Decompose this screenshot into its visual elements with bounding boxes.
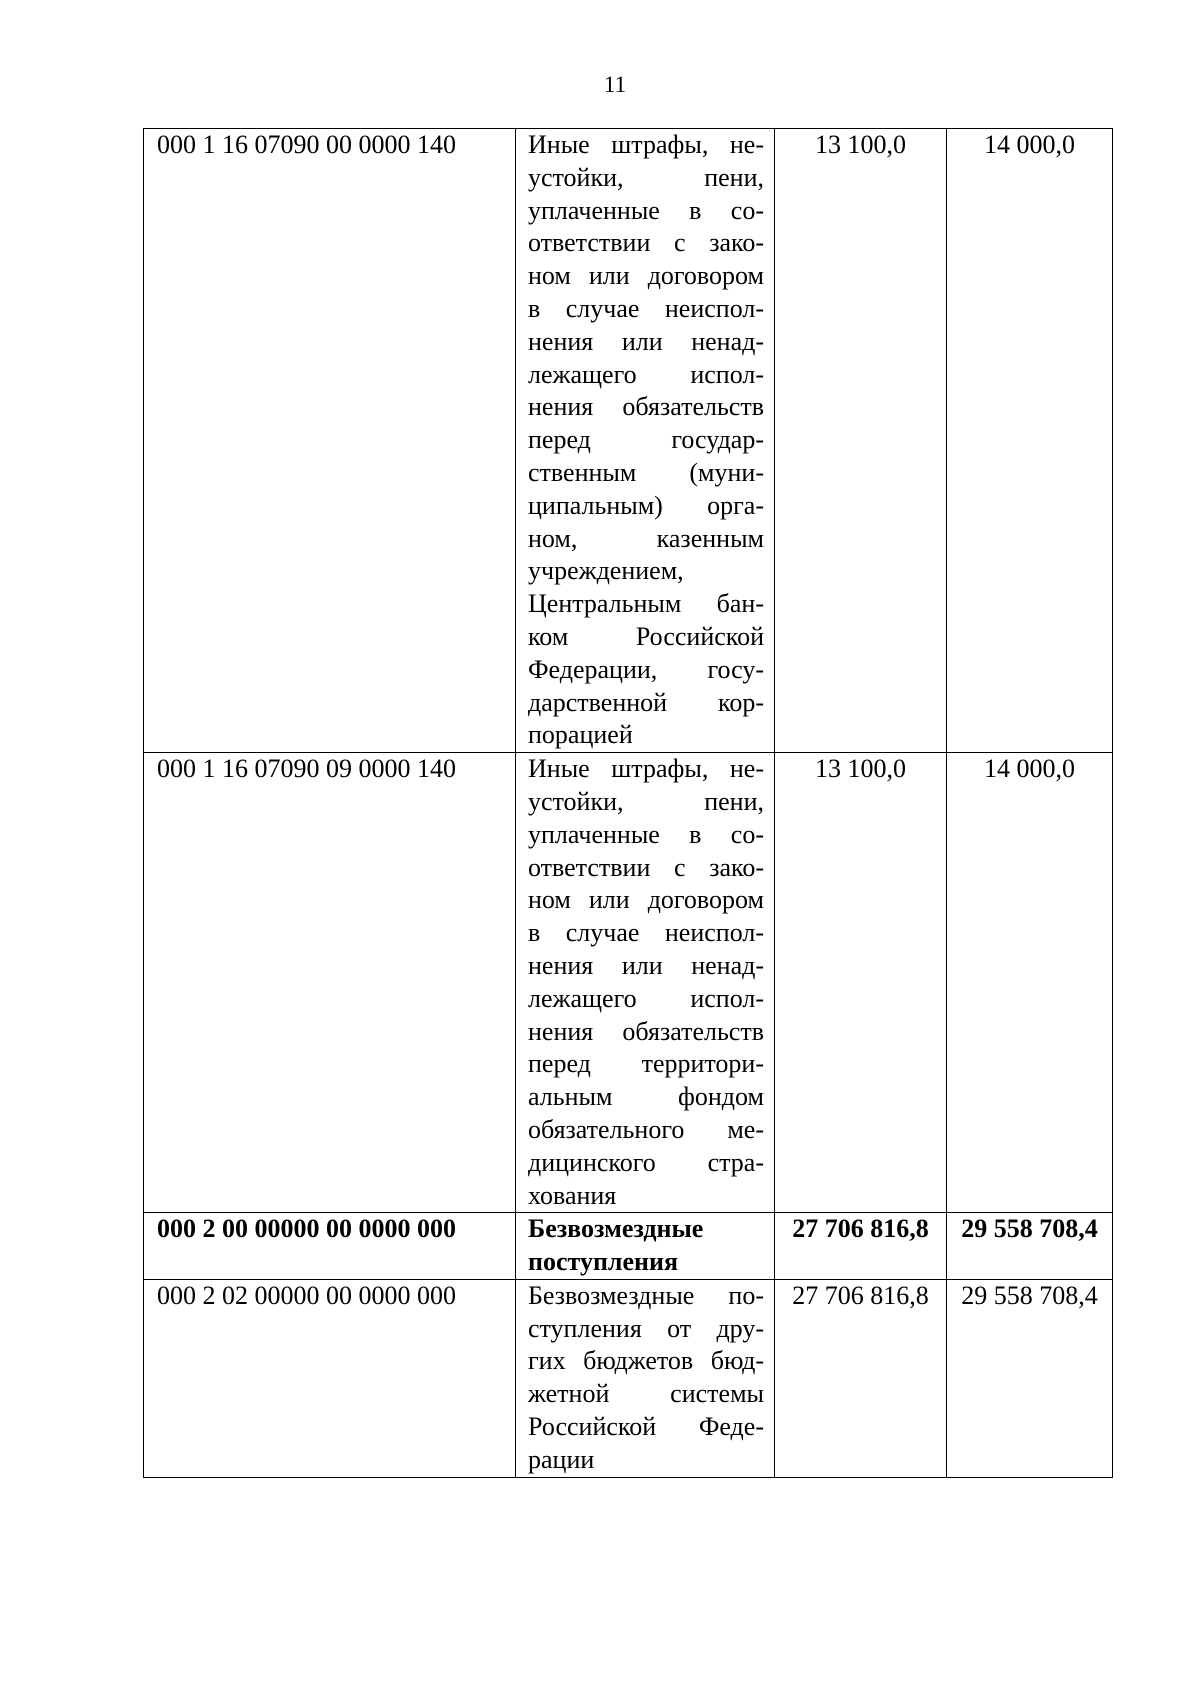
description-line: ном или договором	[528, 261, 764, 291]
description-cell	[516, 1213, 775, 1280]
value-1-cell: 27 706 816,8	[775, 1213, 947, 1280]
description-line: рации	[528, 1444, 595, 1474]
description-line: дарственной кор-	[528, 687, 764, 717]
description-cell	[516, 129, 775, 753]
description-line: Российской Феде-	[528, 1412, 764, 1442]
description-line: жетной системы	[528, 1379, 764, 1409]
description-line: ответствии с зако-	[528, 228, 764, 258]
description-line: нения обязательств	[528, 1016, 764, 1046]
description-line: в случае неиспол-	[528, 293, 764, 323]
value-1-cell: 27 706 816,8	[775, 1279, 947, 1477]
description-line: хования	[528, 1180, 617, 1210]
description-line: дицинского стра-	[528, 1147, 764, 1177]
value-1-cell: 13 100,0	[775, 753, 947, 1213]
description-line: ном, казенным	[528, 523, 764, 553]
description-line: уплаченные в со-	[528, 819, 764, 849]
value-2-cell: 29 558 708,4	[947, 1279, 1113, 1477]
budget-code-cell: 000 1 16 07090 09 0000 140	[144, 753, 516, 1213]
budget-revenue-table	[143, 128, 1113, 1478]
description-line: перед государ-	[528, 425, 764, 455]
description-line: ципальным) орга-	[528, 490, 764, 520]
budget-code-cell: 000 1 16 07090 00 0000 140	[144, 129, 516, 753]
description-line: Иные штрафы, не-	[528, 130, 764, 159]
budget-code-cell: 000 2 02 00000 00 0000 000	[144, 1279, 516, 1477]
description-line: лежащего испол-	[528, 983, 764, 1013]
description-line: лежащего испол-	[528, 359, 764, 389]
description-line: Федерации, госу-	[528, 654, 764, 684]
description-line: Безвозмездные по-	[528, 1280, 764, 1310]
description-line: гих бюджетов бюд-	[528, 1346, 764, 1376]
page-number: 11	[603, 72, 627, 97]
description-line: нения или ненад-	[528, 326, 764, 356]
description-line: нения или ненад-	[528, 950, 764, 980]
description-line: Безвозмездные	[528, 1214, 704, 1244]
description-cell	[516, 753, 775, 1213]
description-cell	[516, 1279, 775, 1477]
description-line: ответствии с зако-	[528, 852, 764, 882]
description-line: устойки, пени,	[528, 786, 764, 816]
description-line: в случае неиспол-	[528, 918, 764, 948]
description-line: альным фондом	[528, 1082, 764, 1112]
description-line: перед территори-	[528, 1049, 764, 1079]
description-line: ком Российской	[528, 621, 764, 651]
value-1-cell: 13 100,0	[775, 129, 947, 753]
value-2-cell: 14 000,0	[947, 753, 1113, 1213]
budget-code-cell: 000 2 00 00000 00 0000 000	[144, 1213, 516, 1280]
value-2-cell: 29 558 708,4	[947, 1213, 1113, 1280]
description-line: нения обязательств	[528, 392, 764, 422]
description-line: устойки, пени,	[528, 162, 764, 192]
description-line: ном или договором	[528, 885, 764, 915]
description-line: уплаченные в со-	[528, 195, 764, 225]
table-row	[144, 1279, 1113, 1477]
description-line: ственным (муни-	[528, 457, 764, 487]
description-line: ступления от дру-	[528, 1313, 764, 1343]
description-line: поступления	[528, 1247, 679, 1277]
table-row	[144, 129, 1113, 753]
description-line: Центральным бан-	[528, 589, 764, 619]
table-row	[144, 753, 1113, 1213]
description-line: обязательного ме-	[528, 1114, 764, 1144]
description-line: учреждением,	[528, 556, 684, 586]
description-line: порацией	[528, 720, 633, 750]
table-row	[144, 1213, 1113, 1280]
value-2-cell: 14 000,0	[947, 129, 1113, 753]
description-line: Иные штрафы, не-	[528, 754, 764, 784]
